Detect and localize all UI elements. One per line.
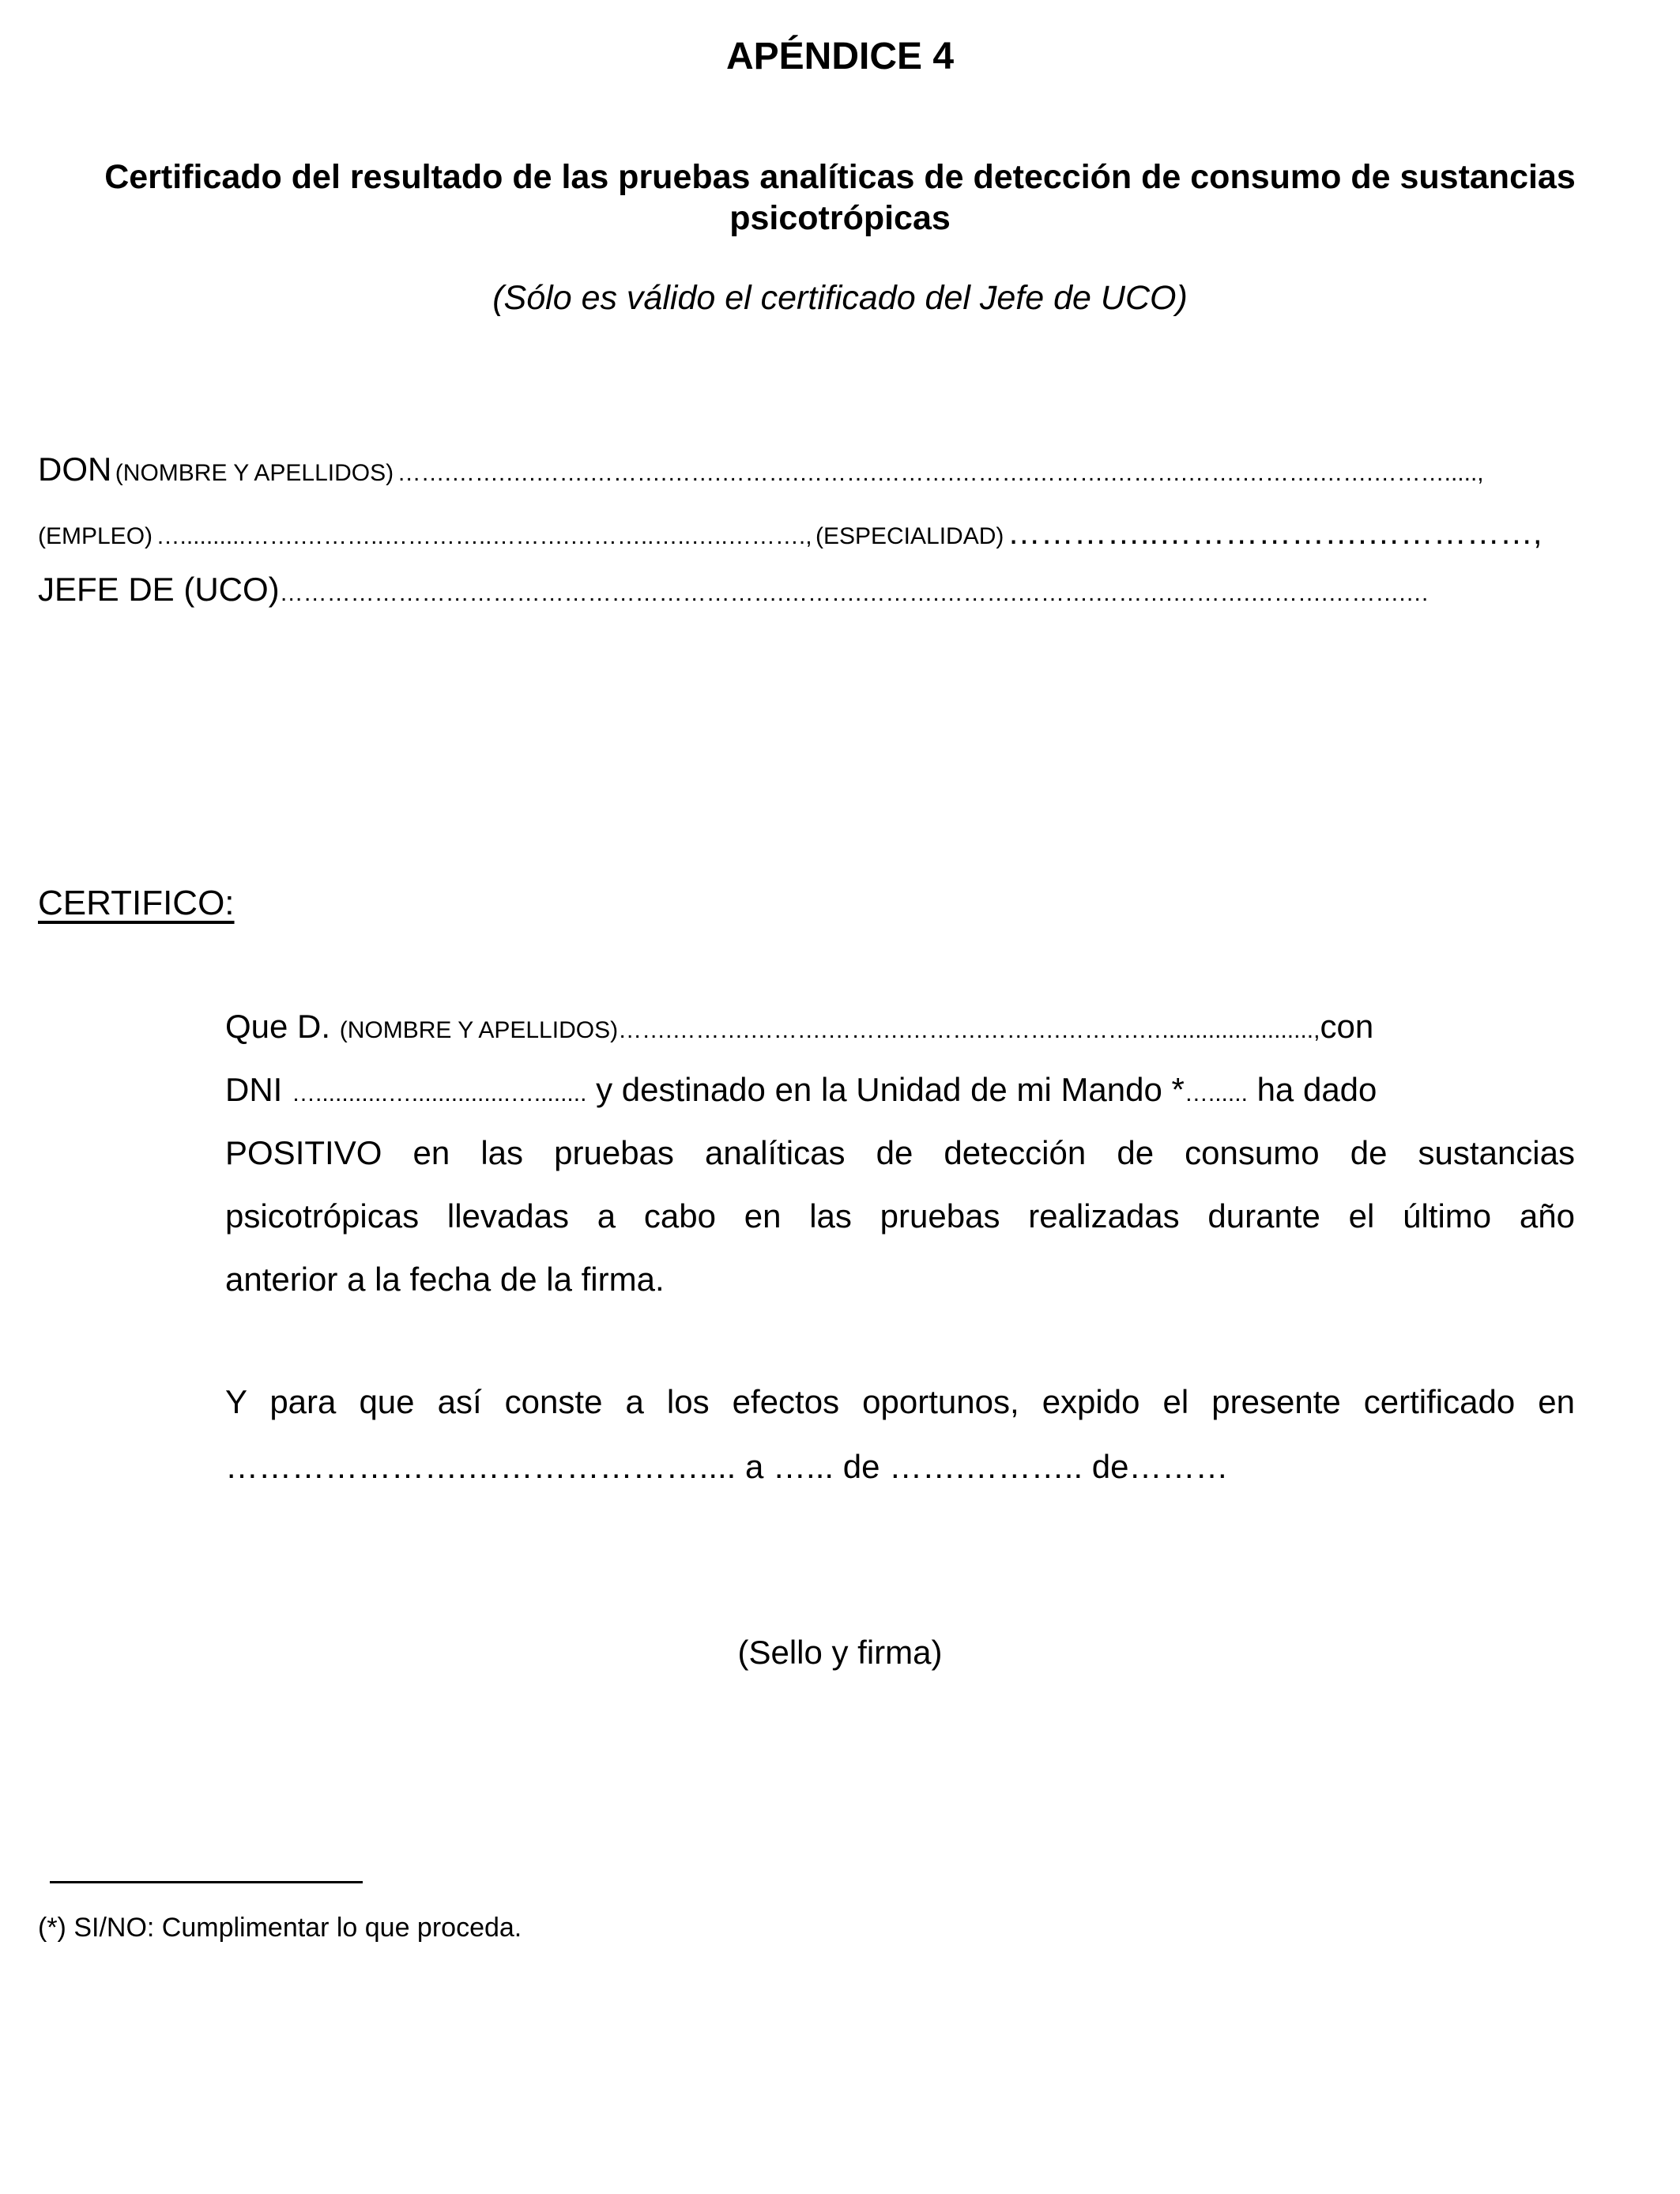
jefe-field-line xyxy=(38,571,1642,609)
que-d-text: Que D. xyxy=(225,1008,331,1045)
don-label: DON xyxy=(38,450,112,488)
que-d-name-blank[interactable]: …….……….……….……….……….……….……….…......................., xyxy=(618,1017,1320,1043)
paragraph1-line-1 xyxy=(225,1008,1575,1046)
empleo-field-line xyxy=(38,514,1642,552)
footnote-text: (*) SI/NO: Cumplimentar lo que proceda. xyxy=(38,1913,522,1943)
si-no-blank[interactable]: …...... xyxy=(1184,1080,1248,1106)
document-title: APÉNDICE 4 xyxy=(725,36,955,77)
signature-stamp-label: (Sello y firma) xyxy=(737,1634,943,1671)
jefe-label: JEFE DE (UCO) xyxy=(38,571,280,608)
empleo-label: (EMPLEO) xyxy=(38,523,153,549)
paragraph1-line-2 xyxy=(225,1071,1575,1109)
que-d-name-label: (NOMBRE Y APELLIDOS) xyxy=(339,1017,619,1043)
empleo-blank[interactable]: …..........…….………..…………..……….………..…..…..………., xyxy=(156,523,812,549)
don-field-line xyxy=(38,450,1642,488)
con-text: con xyxy=(1320,1008,1374,1045)
paragraph2-line-1: Y para que así conste a los efectos oportunos, expido el presente certificado en xyxy=(225,1383,1575,1420)
especialidad-label: (ESPECIALIDAD) xyxy=(815,523,1004,549)
don-name-blank[interactable]: …….…….….…….……….…….……….……….……….……….……….……….…….……….…….………....., xyxy=(397,460,1484,486)
certifico-heading: CERTIFICO: xyxy=(38,884,235,922)
jefe-blank[interactable]: ……………………………………………………….……….……….……….……….……….……….……….……….… xyxy=(279,580,1430,606)
paragraph1-line-3: POSITIVO en las pruebas analíticas de detección de consumo de sustancias xyxy=(225,1134,1575,1171)
destinado-text: y destinado en la Unidad de mi Mando * xyxy=(596,1071,1185,1108)
paragraph1-line-5: anterior a la fecha de la firma. xyxy=(225,1261,665,1298)
don-name-label: (NOMBRE Y APELLIDOS) xyxy=(115,460,394,486)
validity-note: (Sólo es válido el certificado del Jefe de UCO) xyxy=(492,279,1188,317)
ha-dado-text: ha dado xyxy=(1256,1071,1377,1108)
especialidad-blank[interactable]: …………..……………….……………, xyxy=(1007,514,1543,551)
paragraph1-line-4: psicotrópicas llevadas a cabo en las pruebas realizadas durante el último año xyxy=(225,1197,1575,1235)
document-subtitle-line-2: psicotrópicas xyxy=(729,199,951,237)
dni-label: DNI xyxy=(225,1071,283,1108)
dni-blank[interactable]: …...........…...............…........ xyxy=(292,1080,587,1106)
paragraph2-line-2-place-date-blanks[interactable]: ………………….………………….... a …... de …….……….. de……… xyxy=(225,1448,1229,1485)
footnote-divider xyxy=(50,1881,363,1883)
document-subtitle-line-1: Certificado del resultado de las pruebas analíticas de detección de consumo de sustancias xyxy=(104,158,1576,196)
